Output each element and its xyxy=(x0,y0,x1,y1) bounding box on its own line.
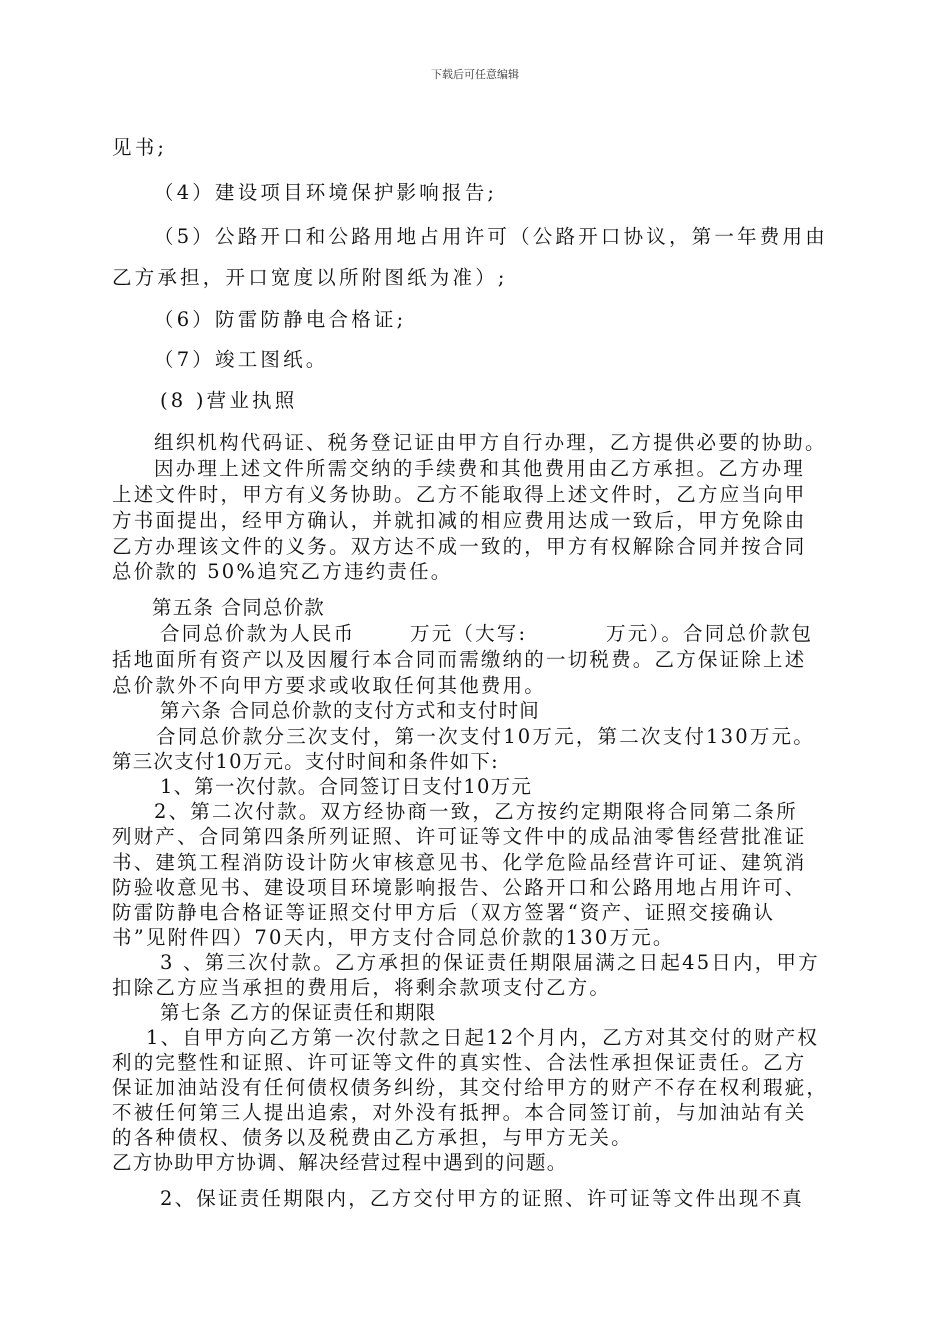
text-line: （6）防雷防静电合格证; xyxy=(154,308,407,331)
text-line: 总价款外不向甲方要求或收取任何其他费用。 xyxy=(112,674,547,697)
text-line: 合同总价款为人民币 xyxy=(160,622,356,645)
text-line: 利的完整性和证照、许可证等文件的真实性、合法性承担保证责任。乙方 xyxy=(112,1051,807,1074)
text-line: 括地面所有资产以及因履行本合同而需缴纳的一切税费。乙方保证除上述 xyxy=(112,648,807,671)
text-line: 组织机构代码证、税务登记证由甲方自行办理，乙方提供必要的协助。 xyxy=(154,431,827,454)
text-line: 保证加油站没有任何债权债务纠纷，其交付给甲方的财产不存在权利瑕疵， xyxy=(112,1076,829,1099)
text-line: 列财产、合同第四条所列证照、许可证等文件中的成品油零售经营批准证 xyxy=(112,825,807,848)
text-line: 2、第二次付款。双方经协商一致，乙方按约定期限将合同第二条所 xyxy=(154,800,798,823)
text-line: 乙方承担，开口宽度以所附图纸为准）; xyxy=(112,266,508,289)
text-line: 方书面提出，经甲方确认，并就扣减的相应费用达成一致后，甲方免除由 xyxy=(112,509,807,532)
text-line: （4）建设项目环境保护影响报告; xyxy=(154,181,498,204)
page-header: 下载后可任意编辑 xyxy=(431,68,519,81)
text-line: 书、建筑工程消防设计防火审核意见书、化学危险品经营许可证、建筑消 xyxy=(112,851,807,874)
text-line: （7）竣工图纸。 xyxy=(154,348,329,371)
text-line: 上述文件时，甲方有义务协助。乙方不能取得上述文件时，乙方应当向甲 xyxy=(112,483,807,506)
text-line: 1、自甲方向乙方第一次付款之日起12个月内，乙方对其交付的财产权 xyxy=(146,1026,820,1049)
text-line: 1、第一次付款。合同签订日支付10万元 xyxy=(160,775,533,798)
section-heading: 第五条 合同总价款 xyxy=(152,596,325,619)
text-line: 万元）。合同总价款包 xyxy=(606,622,814,645)
section-heading: 第六条 合同总价款的支付方式和支付时间 xyxy=(160,699,540,722)
text-line: 合同总价款分三次支付，第一次支付10万元，第二次支付130万元。 xyxy=(156,725,815,748)
text-line: 3 、第三次付款。乙方承担的保证责任期限届满之日起45日内，甲方 xyxy=(160,951,820,974)
text-line: 第三次支付10万元。支付时间和条件如下: xyxy=(112,750,499,773)
text-line: 不被任何第三人提出追索，对外没有抵押。本合同签订前，与加油站有关 xyxy=(112,1101,807,1124)
text-line: （5）公路开口和公路用地占用许可（公路开口协议，第一年费用由 xyxy=(154,225,828,248)
text-line: 2、保证责任期限内，乙方交付甲方的证照、许可证等文件出现不真 xyxy=(160,1187,804,1210)
text-line: 万元（大写: xyxy=(410,622,528,645)
text-line: 总价款的 50%追究乙方违约责任。 xyxy=(112,560,453,583)
text-line: 见书; xyxy=(112,136,168,159)
text-line: 扣除乙方应当承担的费用后，将剩余款项支付乙方。 xyxy=(112,976,612,999)
text-line: 的各种债权、债务以及税费由乙方承担，与甲方无关。 xyxy=(112,1126,633,1149)
text-line: 乙方协助甲方协调、解决经营过程中遇到的问题。 xyxy=(112,1151,568,1174)
section-heading: 第七条 乙方的保证责任和期限 xyxy=(160,1001,437,1024)
text-line: 防雷防静电合格证等证照交付甲方后（双方签署“资产、证照交接确认 xyxy=(112,901,776,924)
text-line: 乙方办理该文件的义务。双方达不成一致的，甲方有权解除合同并按合同 xyxy=(112,535,807,558)
text-line: 防验收意见书、建设项目环境影响报告、公路开口和公路用地占用许可、 xyxy=(112,876,807,899)
text-line: 因办理上述文件所需交纳的手续费和其他费用由乙方承担。乙方办理 xyxy=(154,457,806,480)
text-line: 书”见附件四）70天内，甲方支付合同总价款的130万元。 xyxy=(112,926,675,949)
text-line: (8 )营业执照 xyxy=(160,389,298,412)
